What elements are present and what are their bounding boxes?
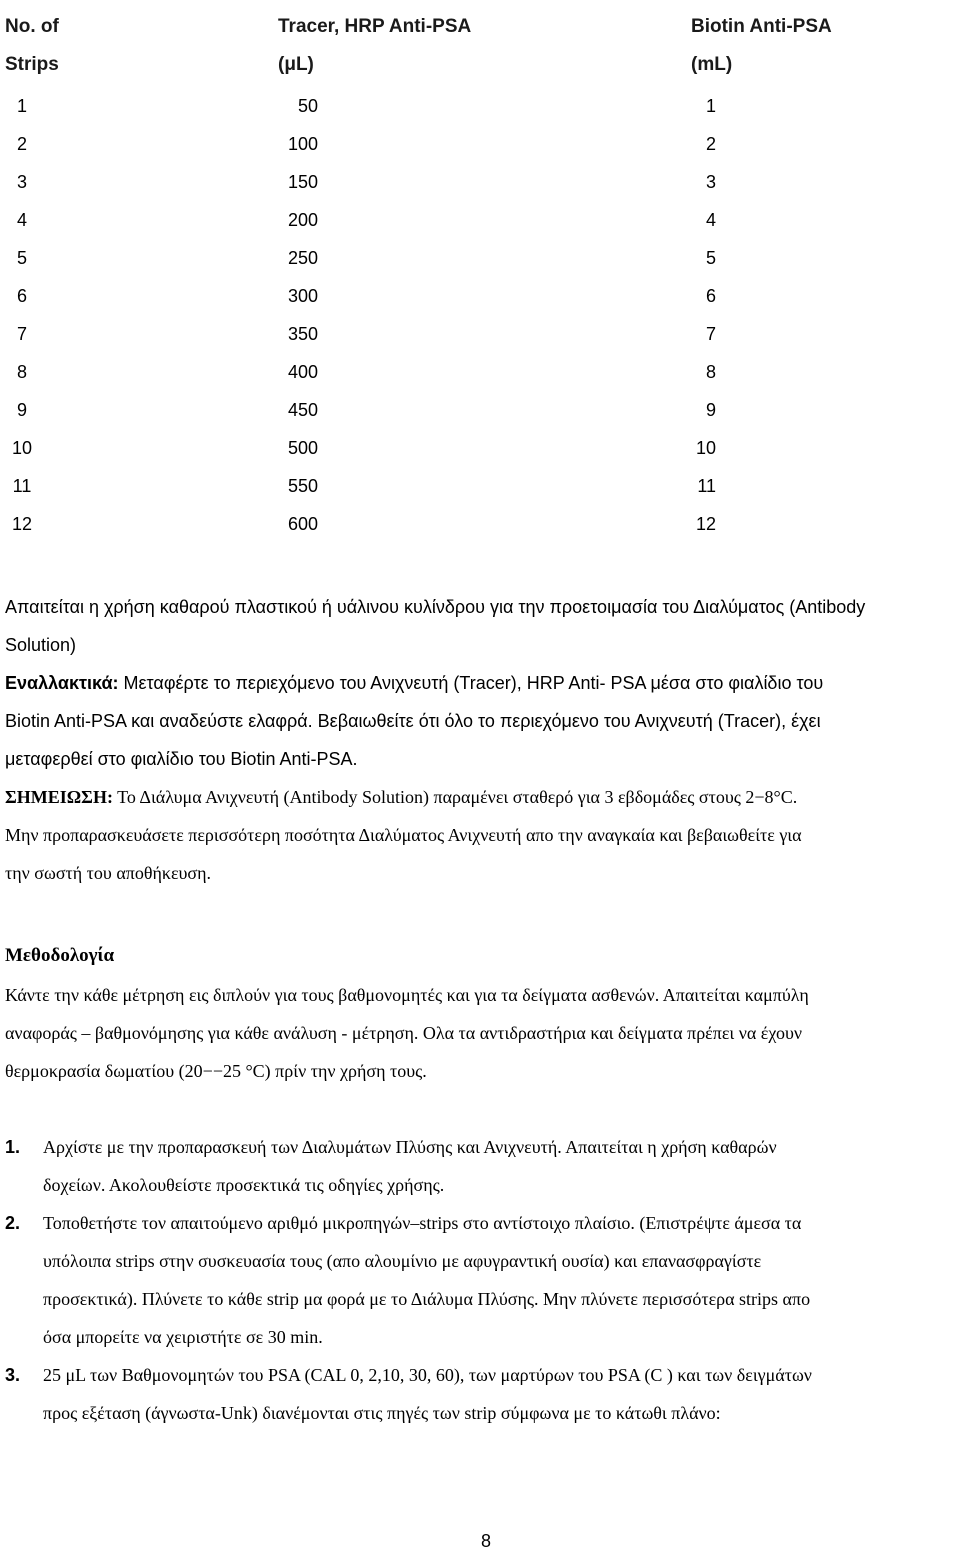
methodology-line1: Κάντε την κάθε μέτρηση εις διπλούν για τους βαθμονομητές και για τα δείγματα ασθενών. Απαιτείται καμπύλη [5, 985, 809, 1005]
table-cell-tracer: 150 [287, 172, 318, 192]
note-line2: Μην προπαρασκευάσετε περισσότερη ποσότητα Διαλύματος Ανιχνευτή απο την αναγκαία και βεβαιωθείτε για [5, 825, 802, 845]
table-cell-biotin: 2 [705, 134, 716, 154]
table-cell-strips: 1 [16, 96, 27, 116]
methodology-line2: αναφοράς – βαθμονόμησης για κάθε ανάλυση - μέτρηση. Ολα τα αντιδραστήρια και δείγματα πρέπει να έχουν [5, 1023, 802, 1043]
step-3-line1: 25 μL των Βαθμονομητών του PSA (CAL 0, 2,10, 30, 60), των μαρτύρων του PSA (C ) και των δειγμάτων [43, 1365, 812, 1385]
table-cell-tracer: 600 [287, 514, 318, 534]
table-cell-strips: 9 [16, 400, 27, 420]
table-cell-biotin: 5 [705, 248, 716, 268]
table-cell-strips: 2 [16, 134, 27, 154]
step-2-line3: προσεκτικά). Πλύνετε το κάθε strip μα φορά με το Διάλυμα Πλύσης. Μην πλύνετε περισσότερα strips απο [43, 1289, 811, 1309]
table-cell-strips: 11 [12, 476, 32, 496]
prep-paragraph-line1: Απαιτείται η χρήση καθαρού πλαστικού ή υάλινου κυλίνδρου για την προετοιμασία του Διαλύματος (Antibody [5, 597, 866, 617]
step-1-line2: δοχείων. Ακολουθείστε προσεκτικά τις οδηγίες χρήσης. [43, 1175, 445, 1195]
table-cell-tracer: 350 [287, 324, 318, 344]
note-line3: την σωστή του αποθήκευση. [5, 863, 212, 883]
page-number: 8 [480, 1531, 491, 1551]
table-cell-strips: 8 [16, 362, 27, 382]
step-2-line2: υπόλοιπα strips στην συσκευασία τους (απο αλουμίνιο με αφυγραντική ουσία) και επανασφραγίστε [43, 1251, 762, 1271]
note-line1 [5, 787, 797, 808]
table-cell-tracer: 500 [287, 438, 318, 458]
table-cell-biotin: 1 [705, 96, 716, 116]
alternative-line3: μεταφερθεί στο φιαλίδιο του Biotin Anti-PSA. [5, 749, 358, 769]
table-cell-strips: 3 [16, 172, 27, 192]
table-cell-biotin: 7 [705, 324, 716, 344]
note-text: Το Διάλυμα Ανιχνευτή (Antibody Solution) παραμένει σταθερό για 3 εβδομάδες στους 2−8°C. [112, 787, 798, 807]
step-2-number: 2. [5, 1213, 21, 1233]
table-cell-biotin: 3 [705, 172, 716, 192]
table-cell-tracer: 550 [287, 476, 318, 496]
table-cell-biotin: 10 [696, 438, 717, 458]
table-cell-biotin: 6 [705, 286, 716, 306]
table-cell-tracer: 250 [287, 248, 318, 268]
table-cell-biotin: 8 [705, 362, 716, 382]
table-cell-biotin: 4 [705, 210, 716, 230]
table-cell-strips: 7 [16, 324, 27, 344]
header-strips-line1: No. of [5, 16, 59, 37]
step-2-line4: όσα μπορείτε να χειριστήτε σε 30 min. [43, 1327, 323, 1347]
header-tracer-line2: (μL) [278, 54, 314, 75]
table-cell-biotin: 12 [696, 514, 717, 534]
table-cell-tracer: 300 [287, 286, 318, 306]
prep-paragraph-line2: Solution) [5, 635, 77, 655]
table-cell-strips: 10 [11, 438, 33, 458]
table-cell-tracer: 450 [287, 400, 318, 420]
methodology-heading: Μεθοδολογία [5, 945, 115, 966]
step-1-number: 1. [5, 1137, 21, 1157]
note-label: ΣΗΜΕΙΩΣΗ: [5, 787, 113, 807]
header-biotin-line2: (mL) [691, 54, 733, 75]
table-cell-strips: 6 [16, 286, 27, 306]
alternative-label: Εναλλακτικά: [5, 673, 119, 693]
header-biotin-line1: Biotin Anti-PSA [691, 16, 832, 37]
table-cell-strips: 4 [16, 210, 27, 230]
table-cell-strips: 5 [16, 248, 27, 268]
table-cell-tracer: 100 [287, 134, 318, 154]
alternative-text: Μεταφέρτε το περιεχόμενο του Ανιχνευτή (Tracer), HRP Anti- PSA μέσα στο φιαλίδιο του [118, 673, 824, 693]
table-cell-strips: 12 [11, 514, 33, 534]
methodology-line3: θερμοκρασία δωματίου (20−−25 °C) πρίν την χρήση τους. [5, 1061, 427, 1081]
alternative-line1 [5, 673, 823, 694]
table-cell-tracer: 400 [287, 362, 318, 382]
step-2-line1: Τοποθετήστε τον απαιτούμενο αριθμό μικροπηγών–strips στο αντίστοιχο πλαίσιο. (Επιστρέψτε άμεσα τα [43, 1213, 802, 1233]
header-tracer-line1: Tracer, HRP Anti-PSA [278, 16, 472, 37]
step-3-line2: προς εξέταση (άγνωστα-Unk) διανέμονται στις πηγές των strip σύμφωνα με το κάτωθι πλάνο: [43, 1403, 721, 1423]
step-3-number: 3. [5, 1365, 21, 1385]
table-cell-biotin: 11 [697, 476, 716, 496]
alternative-line2: Biotin Anti-PSA και αναδεύστε ελαφρά. Βεβαιωθείτε ότι όλο το περιεχόμενο του Ανιχνευτή (Tracer), έχει [5, 711, 821, 731]
table-cell-tracer: 50 [297, 96, 318, 116]
step-1-line1: Αρχίστε με την προπαρασκευή των Διαλυμάτων Πλύσης και Ανιχνευτή. Απαιτείται η χρήση καθαρών [43, 1137, 777, 1157]
table-cell-biotin: 9 [705, 400, 716, 420]
table-cell-tracer: 200 [287, 210, 318, 230]
header-strips-line2: Strips [5, 54, 59, 75]
